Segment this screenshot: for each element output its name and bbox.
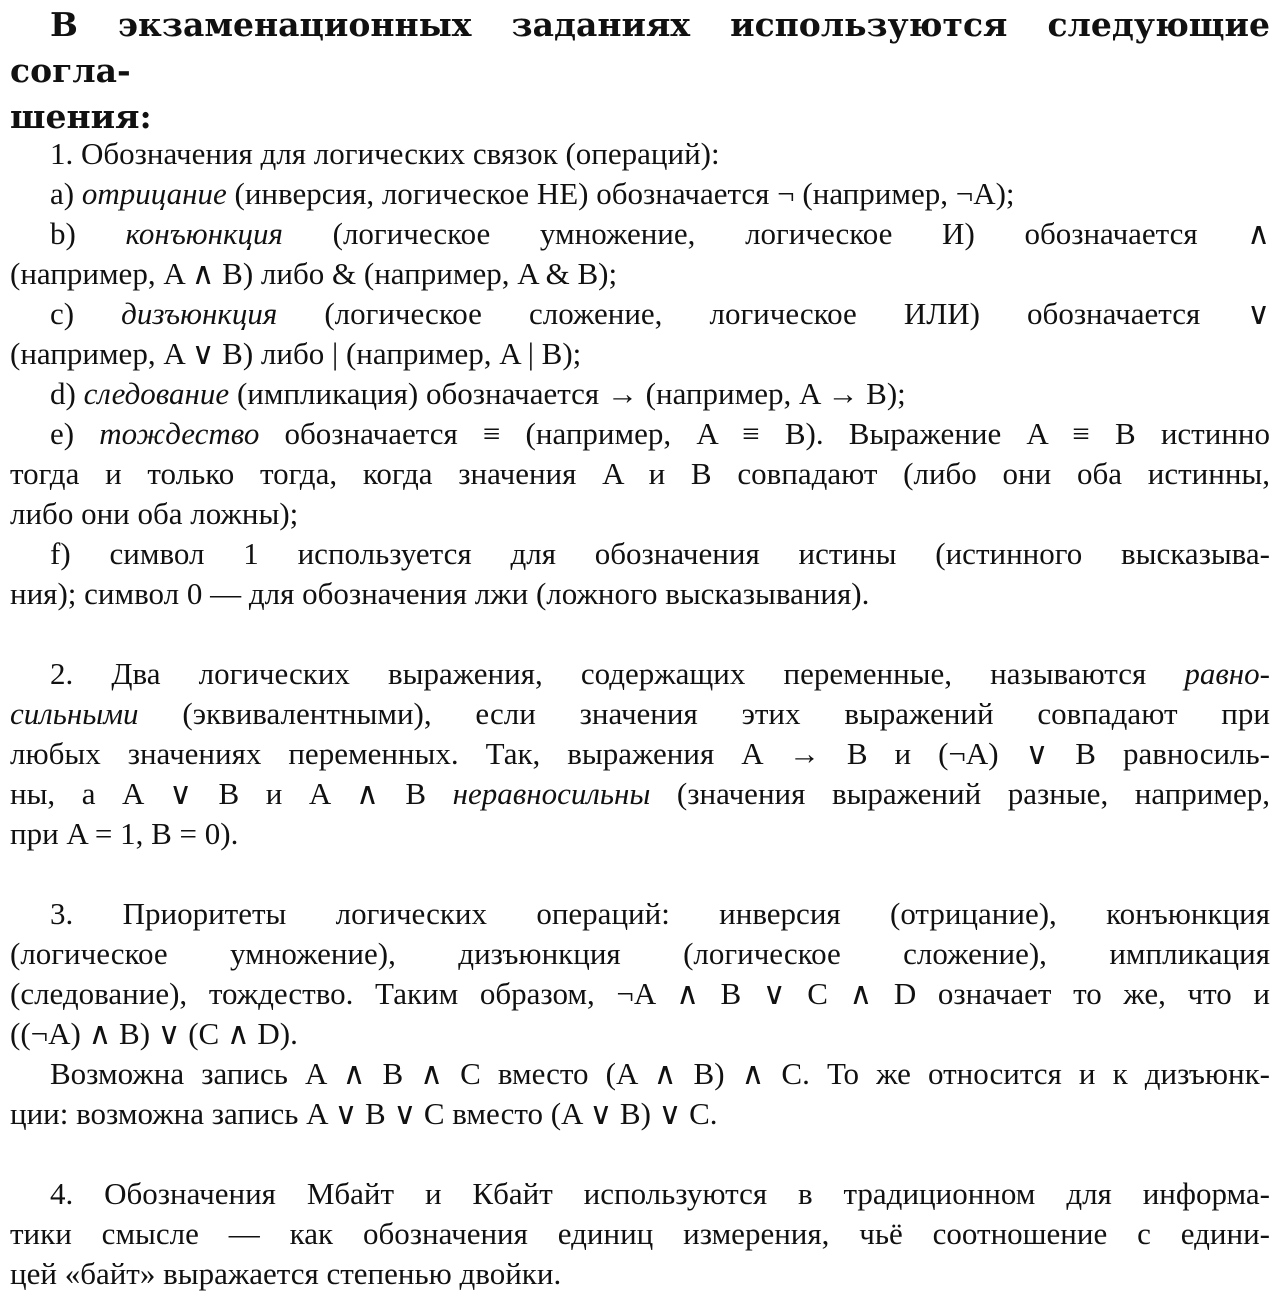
- item-c-disjunction: c) дизъюнкция (логическое сложение, логическое ИЛИ) обозначается ∨: [50, 296, 1270, 331]
- section-2-line-2: сильными (эквивалентными), если значения этих выражений совпадают при: [10, 696, 1270, 731]
- section-3-priorities: [10, 894, 1270, 1134]
- section-4-units: [10, 1174, 1270, 1294]
- term-equivalent: сильными: [10, 696, 139, 731]
- item-e-identity: e) тождество обозначается ≡ (например, A ≡ B). Выражение A ≡ B истинно: [50, 416, 1270, 451]
- section-2-line-1: 2. Два логических выражения, содержащих переменные, называются равно-: [50, 656, 1270, 691]
- term-conjunction: конъюнкция: [125, 216, 283, 251]
- document-page: [10, 0, 1270, 1291]
- term-implication: следование: [83, 376, 230, 411]
- section-3-line-4: ((¬A) ∧ B) ∨ (C ∧ D).: [10, 1016, 298, 1051]
- section-2-line-5: при A = 1, B = 0).: [10, 816, 239, 851]
- term-identity: тождество: [99, 416, 260, 451]
- section-2-line-3: любых значениях переменных. Так, выражения A → B и (¬A) ∨ B равносиль-: [10, 736, 1270, 771]
- section-2-line-4: ны, а A ∨ B и A ∧ B неравносильны (значения выражений разные, например,: [10, 776, 1270, 811]
- item-e-continuation-1: тогда и только тогда, когда значения A и B совпадают (либо они оба истинны,: [10, 456, 1270, 491]
- section-1-connectives: [10, 134, 1270, 614]
- section-3-line-1: 3. Приоритеты логических операций: инверсия (отрицание), конъюнкция: [50, 896, 1270, 931]
- term-disjunction: дизъюнкция: [121, 296, 278, 331]
- item-f-symbols: f) символ 1 используется для обозначения истины (истинного высказыва-: [50, 536, 1270, 571]
- section-3-line-2: (логическое умножение), дизъюнкция (логическое сложение), импликация: [10, 936, 1270, 971]
- section-4-line-1: 4. Обозначения Мбайт и Кбайт используются в традиционном для информа-: [50, 1176, 1270, 1211]
- section-1-heading: 1. Обозначения для логических связок (операций):: [50, 136, 720, 171]
- item-f-continuation: ния); символ 0 — для обозначения лжи (ложного высказывания).: [10, 576, 870, 611]
- item-a-negation: а) отрицание (инверсия, логическое НЕ) обозначается ¬ (например, ¬A);: [50, 176, 1015, 211]
- page-title: [10, 2, 1270, 140]
- section-2-equivalence: [10, 654, 1270, 854]
- section-3-line-5: Возможна запись A ∧ B ∧ C вместо (A ∧ B) ∧ C. То же относится и к дизъюнк-: [50, 1056, 1270, 1091]
- item-c-continuation: (например, A ∨ B) либо | (например, A | B);: [10, 336, 582, 371]
- item-d-implication: d) следование (импликация) обозначается → (например, A → B);: [50, 376, 906, 411]
- section-4-line-3: цей «байт» выражается степенью двойки.: [10, 1256, 562, 1291]
- item-b-continuation: (например, A ∧ B) либо & (например, A & B);: [10, 256, 618, 291]
- item-e-continuation-2: либо они оба ложны);: [10, 496, 299, 531]
- section-3-line-6: ции: возможна запись A ∨ B ∨ C вместо (A ∨ B) ∨ C.: [10, 1096, 718, 1131]
- item-b-conjunction: b) конъюнкция (логическое умножение, логическое И) обозначается ∧: [50, 216, 1270, 251]
- section-3-line-3: (следование), тождество. Таким образом, ¬A ∧ B ∨ C ∧ D означает то же, что и: [10, 976, 1270, 1011]
- title-line-1: В экзаменационных заданиях используются следующие согла-: [10, 5, 1270, 90]
- title-line-2: шения:: [10, 97, 152, 136]
- term-negation: отрицание: [81, 176, 227, 211]
- term-non-equivalent: неравносильны: [452, 776, 651, 811]
- section-4-line-2: тики смысле — как обозначения единиц измерения, чьё соотношение с едини-: [10, 1216, 1270, 1251]
